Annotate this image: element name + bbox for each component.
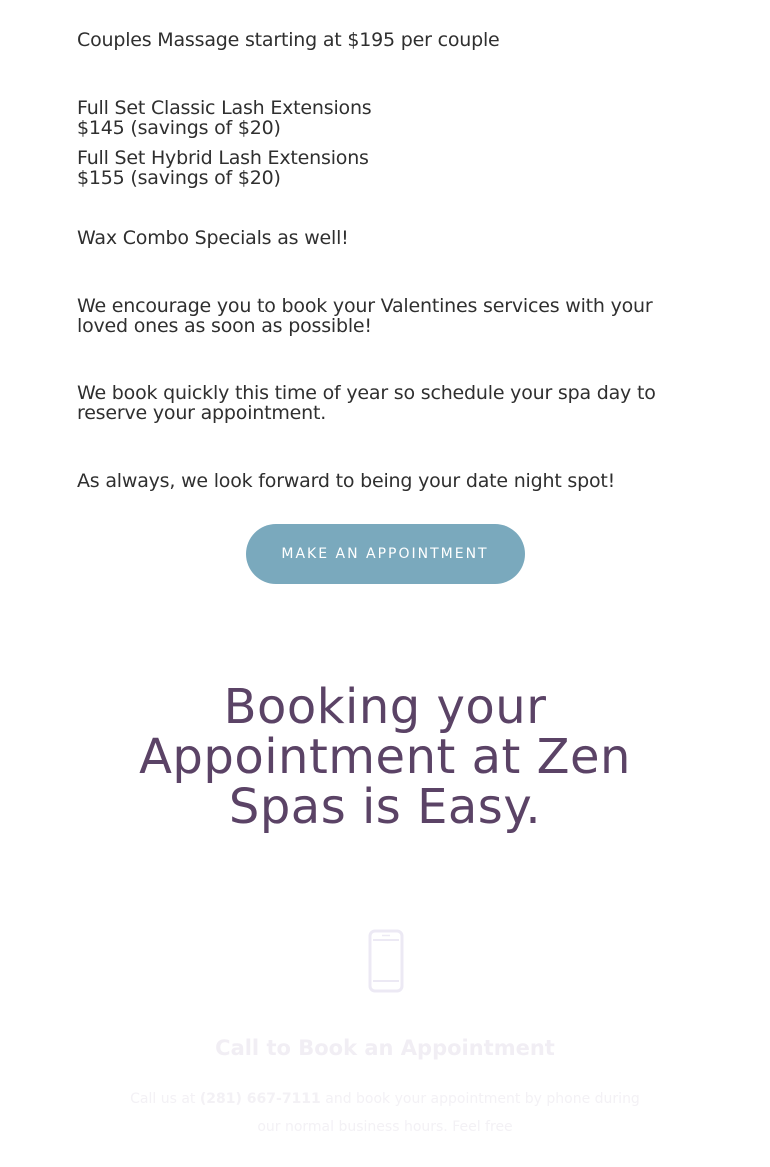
classic-lash-offer-title: Full Set Classic Lash Extensions [77,97,372,119]
booking-title-line-2: Appointment at Zen [139,729,631,785]
classic-lash-offer-price: $145 (savings of $20) [77,117,281,139]
phone-icon [368,929,404,993]
call-prefix: Call us at [130,1091,200,1107]
booking-title-line-3: Spas is Easy. [228,779,542,835]
book-quickly-text: We book quickly this time of year so schedule your spa day to reserve your appointment. [77,382,656,424]
wax-combo-offer: Wax Combo Specials as well! [77,227,349,249]
date-night-text: As always, we look forward to being your date night spot! [77,470,616,492]
hybrid-lash-offer-price: $155 (savings of $20) [77,167,281,189]
make-appointment-button[interactable]: MAKE AN APPOINTMENT [246,524,525,584]
phone-number-link[interactable]: (281) 667-7111 [199,1091,321,1107]
hybrid-lash-offer-title: Full Set Hybrid Lash Extensions [77,147,369,169]
call-suffix: and book your appointment by phone during our normal business hours. Feel free [257,1091,640,1135]
booking-title-line-1: Booking your [223,679,547,735]
call-to-book-heading: Call to Book an Appointment [215,1036,555,1060]
call-to-book-text [120,1085,650,1141]
cta-container [0,524,770,584]
couples-massage-offer: Couples Massage starting at $195 per couple [77,29,500,51]
booking-title [0,679,770,835]
encourage-booking-text: We encourage you to book your Valentines services with your loved ones as soon as possible! [77,295,653,337]
